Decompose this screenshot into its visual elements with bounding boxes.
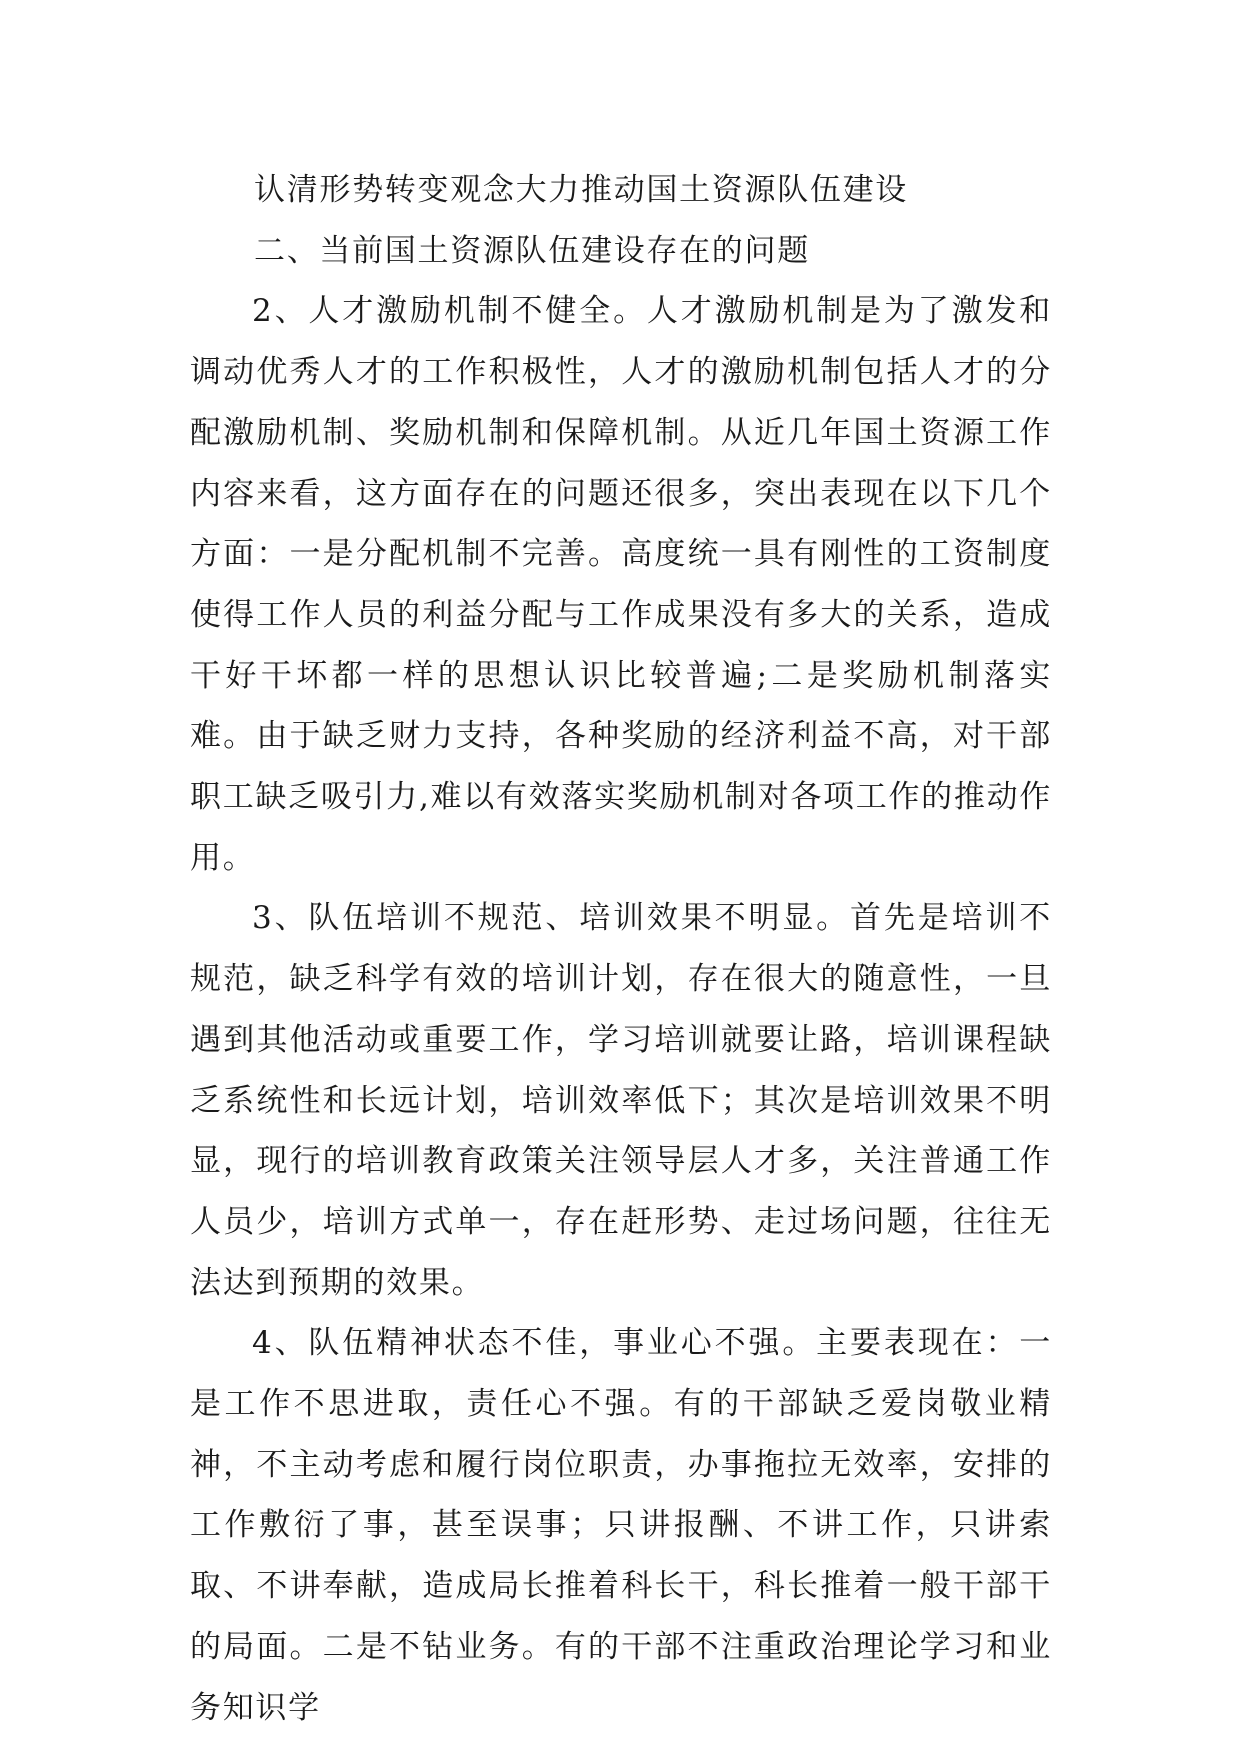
document-body <box>190 160 1052 1738</box>
paragraph-talent-incentive: 2、人才激励机制不健全。人才激励机制是为了激发和调动优秀人才的工作积极性，人才的激励机制包括人才的分配激励机制、奖励机制和保障机制。从近几年国土资源工作内容来看，这方面存在的问题还很多，突出表现在以下几个方面：一是分配机制不完善。高度统一具有刚性的工资制度使得工作人员的利益分配与工作成果没有多大的关系，造成干好干坏都一样的思想认识比较普遍;二是奖励机制落实难。由于缺乏财力支持，各种奖励的经济利益不高，对干部职工缺乏吸引力,难以有效落实奖励机制对各项工作的推动作用。 <box>190 293 1052 876</box>
paragraph-team-training: 3、队伍培训不规范、培训效果不明显。首先是培训不规范，缺乏科学有效的培训计划，存在很大的随意性，一旦遇到其他活动或重要工作，学习培训就要让路，培训课程缺乏系统性和长远计划，培训效率低下；其次是培训效果不明显，现行的培训教育政策关注领导层人才多，关注普通工作人员少，培训方式单一，存在赶形势、走过场问题，往往无法达到预期的效果。 <box>190 900 1052 1301</box>
section-heading: 二、当前国土资源队伍建设存在的问题 <box>254 232 810 269</box>
paragraph-team-morale: 4、队伍精神状态不佳，事业心不强。主要表现在：一是工作不思进取，责任心不强。有的干部缺乏爱岗敬业精神，不主动考虑和履行岗位职责，办事拖拉无效率，安排的工作敷衍了事，甚至误事；只讲报酬、不讲工作，只讲索取、不讲奉献，造成局长推着科长干，科长推着一般干部干的局面。二是不钻业务。有的干部不注重政治理论学习和业务知识学 <box>190 1325 1052 1726</box>
document-title: 认清形势转变观念大力推动国土资源队伍建设 <box>254 172 908 208</box>
